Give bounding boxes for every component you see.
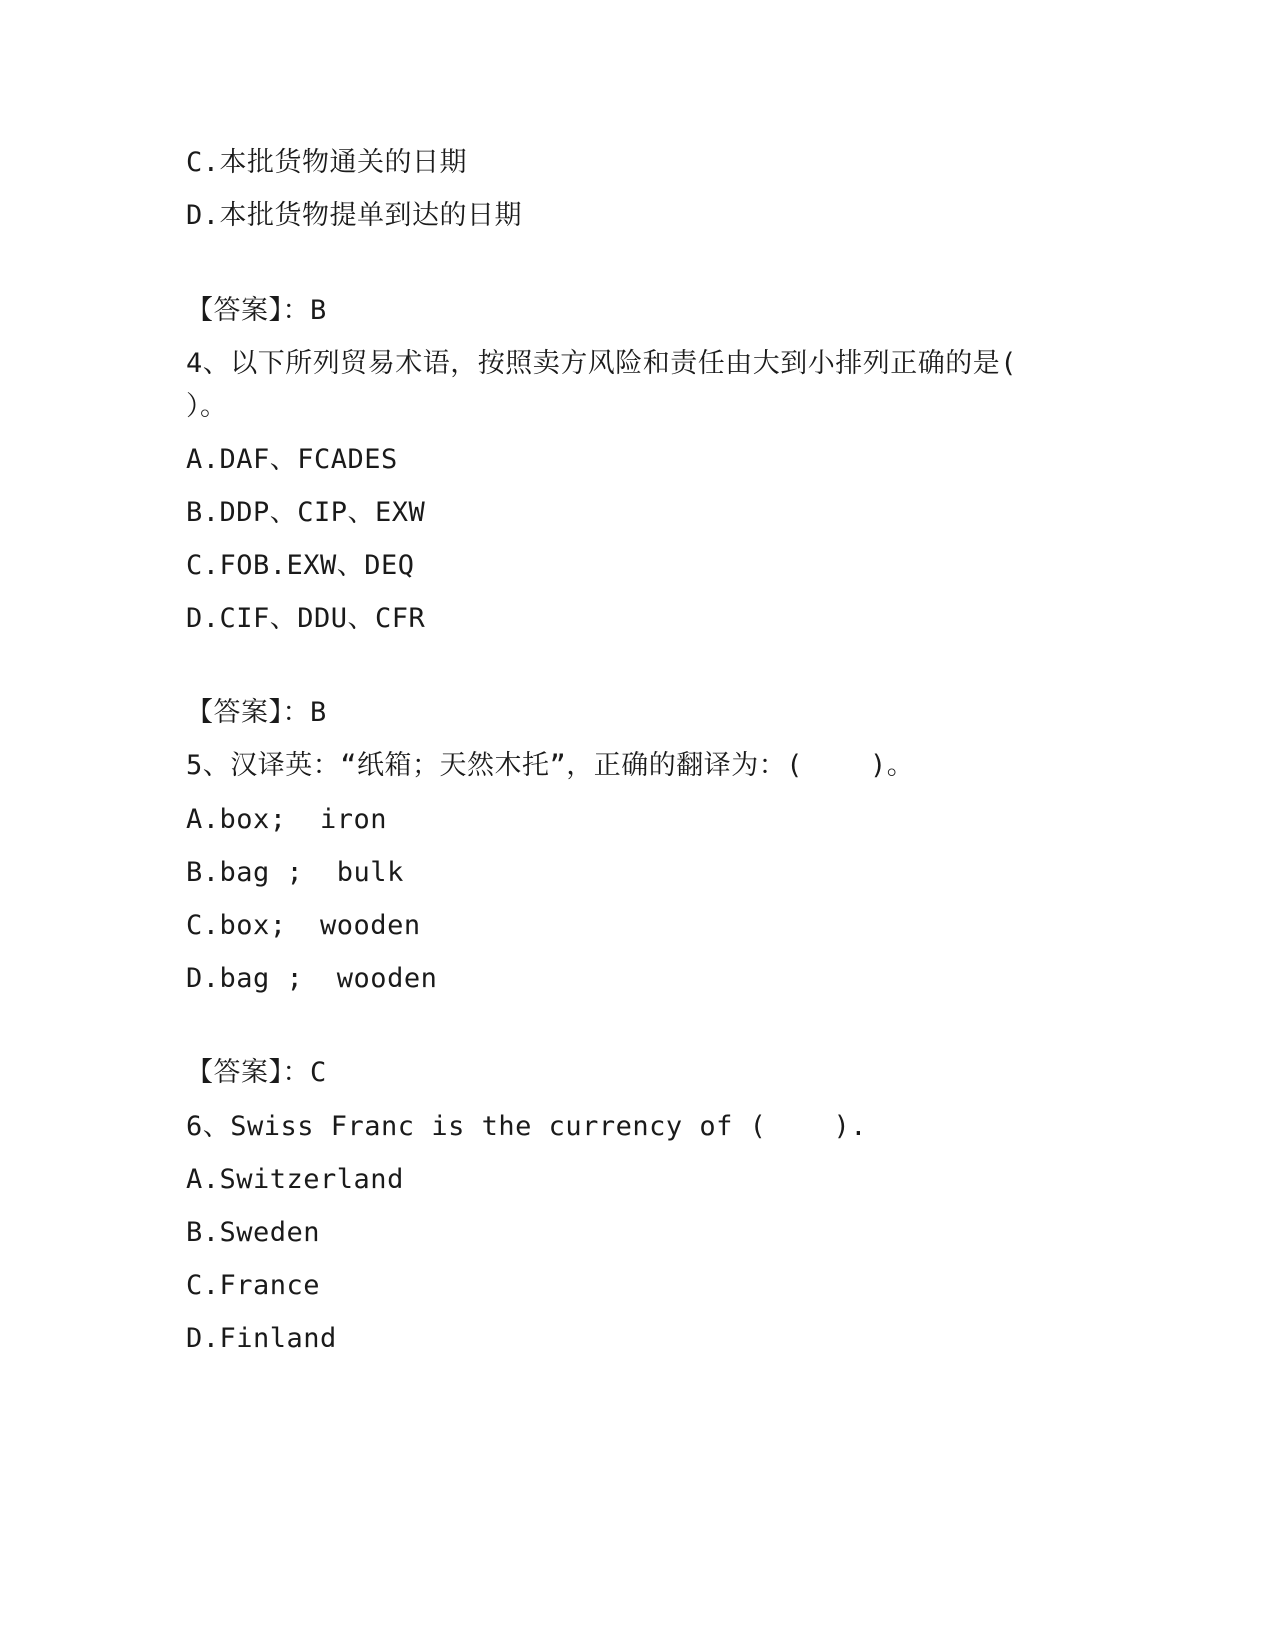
q5-option-c: C.box; wooden: [186, 910, 421, 941]
q4-answer: 【答案】：B: [186, 697, 327, 728]
q4-option-b: B.DDP、CIP、EXW: [186, 497, 426, 528]
q6-option-c: C.France: [186, 1270, 321, 1301]
q6-option-d: D.Finland: [186, 1323, 337, 1354]
q6-option-b: B.Sweden: [186, 1217, 321, 1248]
q6-option-a: A.Switzerland: [186, 1164, 404, 1195]
q5-option-a: A.box; iron: [186, 804, 388, 835]
q6-stem: 6、Swiss Franc is the currency of ( ).: [186, 1111, 867, 1142]
q5-stem: 5、汉译英：“纸箱；天然木托”，正确的翻译为：( )。: [186, 750, 915, 781]
q4-stem-line1: 4、以下所列贸易术语，按照卖方风险和责任由大到小排列正确的是(: [186, 348, 1018, 379]
q4-option-a: A.DAF、FCADES: [186, 444, 398, 475]
q3-answer: 【答案】：B: [186, 295, 327, 326]
q5-option-d: D.bag ; wooden: [186, 963, 438, 994]
q4-stem-line2: ）。: [186, 391, 228, 422]
q4-option-d: D.CIF、DDU、CFR: [186, 603, 426, 634]
q3-option-d: D.本批货物提单到达的日期: [186, 200, 523, 231]
q5-option-b: B.bag ; bulk: [186, 857, 404, 888]
q3-option-c: C.本批货物通关的日期: [186, 147, 468, 178]
q5-answer: 【答案】：C: [186, 1057, 327, 1088]
q4-option-c: C.FOB.EXW、DEQ: [186, 550, 415, 581]
